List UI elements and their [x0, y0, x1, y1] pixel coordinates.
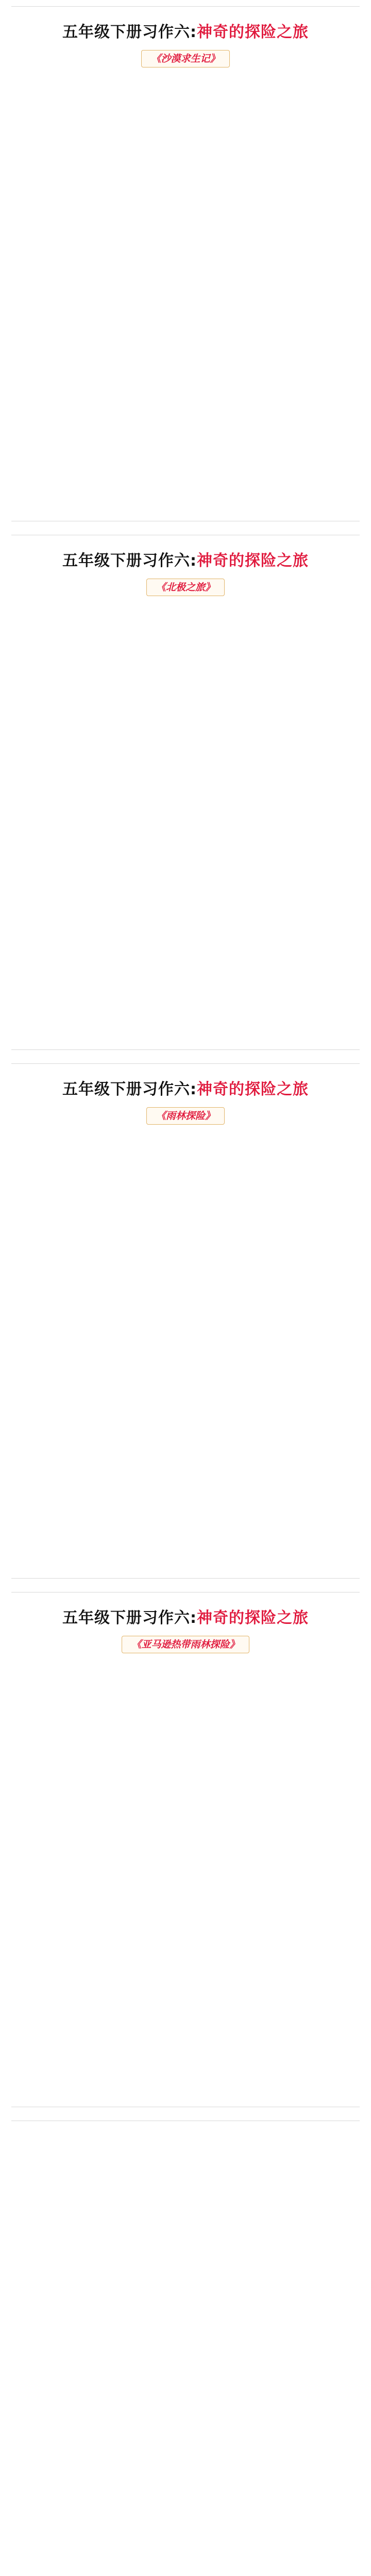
article-title-theme: 神奇的探险之旅 [197, 1609, 309, 1627]
article-card-continued [11, 2121, 360, 2576]
article-title-theme: 神奇的探险之旅 [197, 1080, 309, 1098]
article-title-theme: 神奇的探险之旅 [197, 23, 309, 41]
article-card-desert [11, 6, 360, 521]
article-title-main: 五年级下册习作六: [62, 552, 197, 570]
article-subtitle: 《亚马逊热带雨林探险》 [122, 1636, 249, 1653]
article-card-rainforest [11, 1063, 360, 1579]
article-subtitle: 《北极之旅》 [146, 579, 225, 596]
article-title [29, 1607, 342, 1630]
article-title-main: 五年级下册习作六: [62, 1609, 197, 1627]
article-subtitle: 《沙漠求生记》 [141, 50, 229, 67]
article-title [29, 21, 342, 44]
article-title [29, 1078, 342, 1101]
article-subtitle: 《雨林探险》 [146, 1107, 225, 1125]
article-title-main: 五年级下册习作六: [62, 23, 197, 41]
article-title [29, 550, 342, 572]
article-title-main: 五年级下册习作六: [62, 1080, 197, 1098]
article-card-arctic [11, 535, 360, 1050]
article-card-amazon [11, 1592, 360, 2107]
article-title-theme: 神奇的探险之旅 [197, 552, 309, 570]
